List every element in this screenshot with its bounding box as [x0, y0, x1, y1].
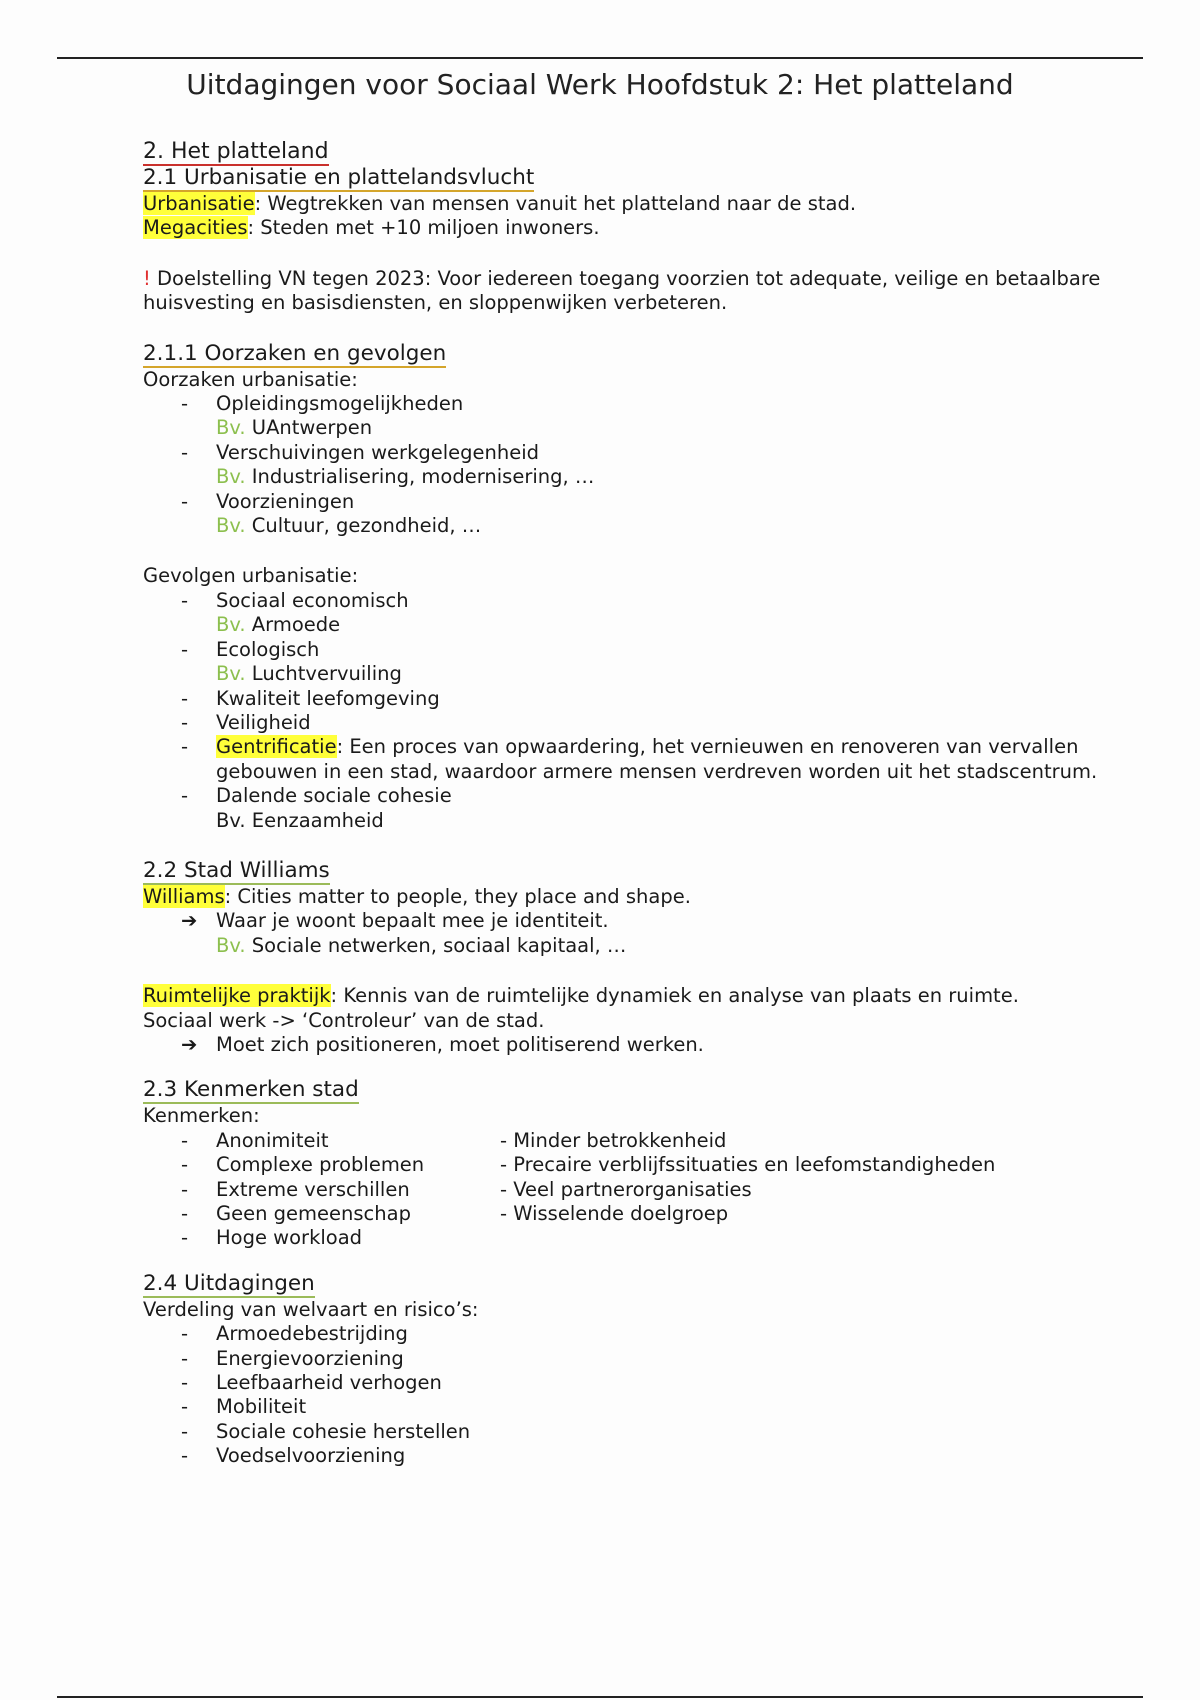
list-item: - Hoge workload: [181, 1226, 363, 1250]
definition-megacities: Megacities: Steden met +10 miljoen inwoners.: [143, 216, 600, 240]
challenges-label: Verdeling van welvaart en risico’s:: [143, 1297, 479, 1321]
exclamation-icon: !: [143, 266, 151, 290]
term-williams: Williams: [143, 884, 225, 908]
list-item: - Sociaal economisch: [181, 588, 409, 612]
list-item: - Energievoorziening: [181, 1346, 404, 1370]
characteristics-columns: [143, 1129, 1143, 1251]
section-heading-2-1-1: 2.1.1 Oorzaken en gevolgen: [143, 340, 447, 366]
section-heading-2-4: 2.4 Uitdagingen: [143, 1270, 315, 1296]
controleur-line: Sociaal werk -> ‘Controleur’ van de stad.: [143, 1008, 545, 1032]
arrow-point-position: ➔ Moet zich positioneren, moet politiserend werken.: [181, 1032, 704, 1056]
document-title: Uitdagingen voor Sociaal Werk Hoofdstuk 2: Het platteland: [186, 68, 1014, 101]
list-item: - Verschuivingen werkgelegenheid: [181, 440, 540, 464]
term-urbanisatie: Urbanisatie: [143, 192, 255, 215]
list-item: - Veiligheid: [181, 710, 311, 734]
list-item-gentrificatie: - Gentrificatie: Een proces van opwaardering, het vernieuwen en renoveren van vervallen gebouwen in een stad, waardoor armere mensen verdreven worden uit het stadscentrum.: [181, 735, 1098, 783]
arrow-icon: ➔: [181, 1032, 198, 1056]
list-item: - Extreme verschillen: [181, 1177, 410, 1201]
causes-list: [143, 392, 1143, 538]
definition-urbanisatie: Urbanisatie: Wegtrekken van mensen vanuit het platteland naar de stad.: [143, 192, 857, 215]
list-item: - Wisselende doelgroep: [500, 1202, 729, 1225]
characteristics-list-left: [143, 1129, 500, 1251]
causes-label: Oorzaken urbanisatie:: [143, 367, 358, 391]
definition-ruimtelijke-praktijk: Ruimtelijke praktijk: Kennis van de ruimtelijke dynamiek en analyse van plaats en ruimte.: [143, 984, 1019, 1008]
list-item: - Precaire verblijfssituaties en leefomstandigheden: [500, 1153, 996, 1177]
list-item: - Dalende sociale cohesie: [181, 784, 452, 808]
list-item-example: Bv. Armoede: [216, 613, 341, 637]
top-rule: [57, 57, 1143, 59]
arrow-icon: ➔: [181, 909, 198, 933]
characteristics-label: Kenmerken:: [143, 1104, 260, 1128]
list-item: - Opleidingsmogelijkheden: [181, 392, 464, 416]
list-item-example: Bv. UAntwerpen: [216, 416, 373, 440]
list-item-example: Bv. Luchtvervuiling: [216, 662, 402, 686]
arrow-point-identity: ➔ Waar je woont bepaalt mee je identiteit.: [181, 909, 609, 933]
section-heading-2-3: 2.3 Kenmerken stad: [143, 1077, 359, 1103]
list-item: - Sociale cohesie herstellen: [181, 1419, 471, 1443]
list-item-example: Bv. Cultuur, gezondheid, …: [216, 514, 482, 538]
effects-label: Gevolgen urbanisatie:: [143, 564, 359, 588]
list-item: - Minder betrokkenheid: [500, 1128, 727, 1152]
list-item: - Veel partnerorganisaties: [500, 1177, 752, 1201]
term-megacities: Megacities: [143, 216, 248, 240]
list-item: - Anonimiteit: [181, 1128, 329, 1152]
document-body: [143, 140, 1143, 1469]
list-item: - Leefbaarheid verhogen: [181, 1371, 442, 1395]
list-item-example: Bv. Sociale netwerken, sociaal kapitaal, …: [216, 933, 627, 957]
term-gentrificatie: Gentrificatie: [216, 735, 337, 759]
list-item-example: Bv. Eenzaamheid: [216, 808, 384, 832]
effects-list: [143, 589, 1143, 833]
list-item: - Mobiliteit: [181, 1395, 307, 1419]
list-item: - Geen gemeenschap: [181, 1202, 411, 1225]
list-item: - Voedselvoorziening: [181, 1444, 406, 1468]
list-item: - Kwaliteit leefomgeving: [181, 686, 440, 710]
list-item: - Complexe problemen: [181, 1153, 425, 1177]
section-heading-2: 2. Het platteland: [143, 139, 329, 164]
section-heading-2-1: 2.1 Urbanisatie en plattelandsvlucht: [143, 165, 535, 190]
un-goal-note: ! Doelstelling VN tegen 2023: Voor iedereen toegang voorzien tot adequate, veilige en betaalbare huisvesting en basisdiensten, en sloppenwijken verbeteren.: [143, 266, 1101, 315]
list-item-example: Bv. Industrialisering, modernisering, …: [216, 465, 595, 489]
list-item: - Voorzieningen: [181, 489, 355, 513]
challenges-list: [143, 1322, 1143, 1468]
characteristics-list-right: [500, 1129, 1100, 1251]
section-heading-2-2: 2.2 Stad Williams: [143, 857, 330, 883]
bottom-rule: [57, 1696, 1143, 1698]
definition-williams: Williams: Cities matter to people, they place and shape.: [143, 884, 691, 908]
list-item: - Armoedebestrijding: [181, 1322, 408, 1346]
list-item: - Ecologisch: [181, 637, 320, 661]
term-ruimtelijke-praktijk: Ruimtelijke praktijk: [143, 984, 331, 1008]
